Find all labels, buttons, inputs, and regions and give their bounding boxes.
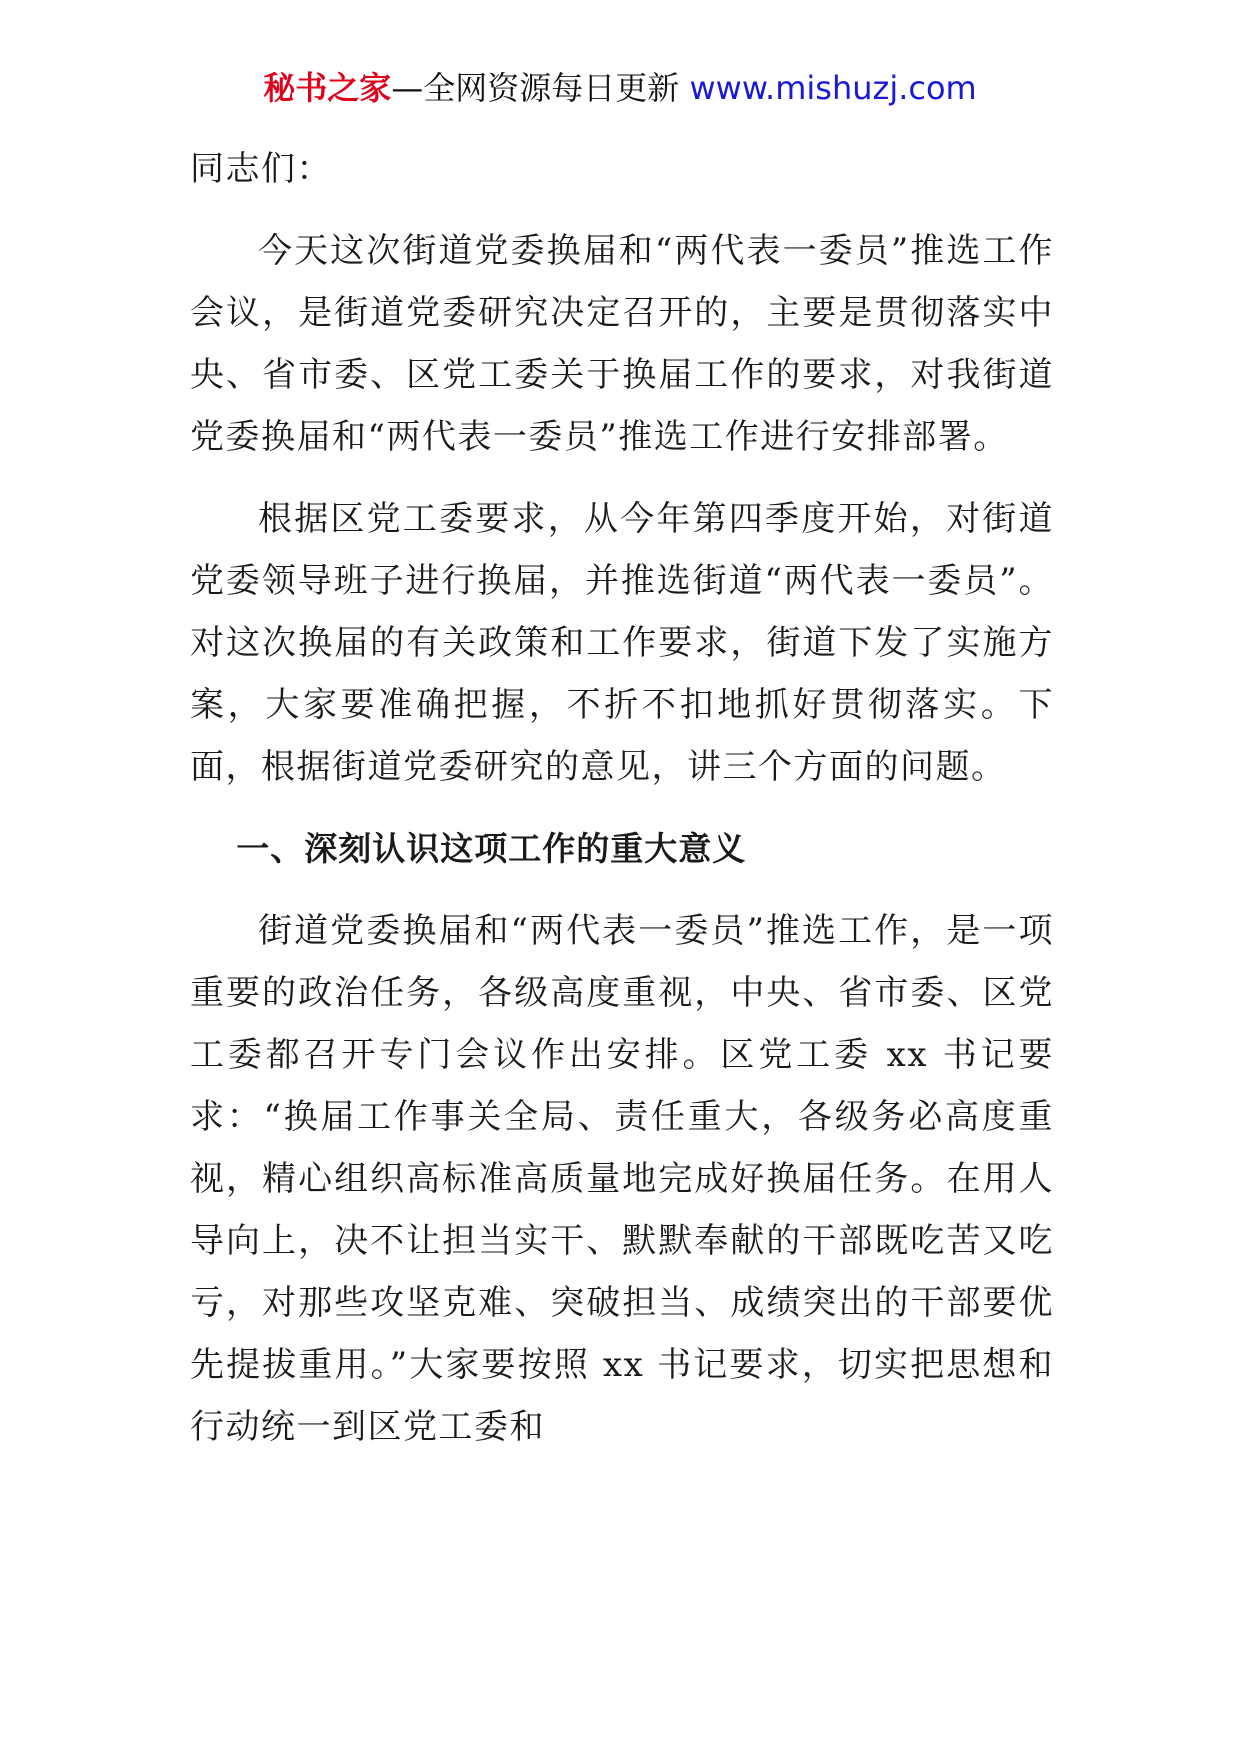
site-url-link[interactable]: www.mishuzj.com — [689, 69, 977, 107]
paragraph-intro: 今天这次街道党委换届和“两代表一委员”推选工作会议，是街道党委研究决定召开的，主要是贯彻落实中央、省市委、区党工委关于换届工作的要求，对我街道党委换届和“两代表一委员”推选工作进行安排部署。 — [190, 231, 1054, 457]
paragraph-section-1: 街道党委换届和“两代表一委员”推选工作，是一项重要的政治任务，各级高度重视，中央、省市委、区党工委都召开专门会议作出安排。区党工委 xx 书记要求：“换届工作事关全局、责任重大，各级务必高度重视，精心组织高标准高质量地完成好换届任务。在用人导向上，决不让担当实干、默默奉献的干部既吃苦又吃亏，对那些攻坚克难、突破担当、成绩突出的干部要优先提拔重用。”大家要按照 xx 书记要求，切实把思想和行动统一到区党工委和 — [190, 911, 1054, 1447]
paragraph-overview: 根据区党工委要求，从今年第四季度开始，对街道党委领导班子进行换届，并推选街道“两代表一委员”。对这次换届的有关政策和工作要求，街道下发了实施方案，大家要准确把握，不折不扣地抓好贯彻落实。下面，根据街道党委研究的意见，讲三个方面的问题。 — [190, 499, 1054, 787]
header-tagline: —全网资源每日更新 — [391, 69, 680, 107]
document-body — [190, 138, 1054, 1478]
section-heading-1: 一、深刻认识这项工作的重大意义 — [236, 829, 747, 868]
site-header-banner — [0, 66, 1240, 110]
salutation: 同志们： — [190, 149, 332, 189]
brand-name: 秘书之家 — [263, 69, 392, 107]
